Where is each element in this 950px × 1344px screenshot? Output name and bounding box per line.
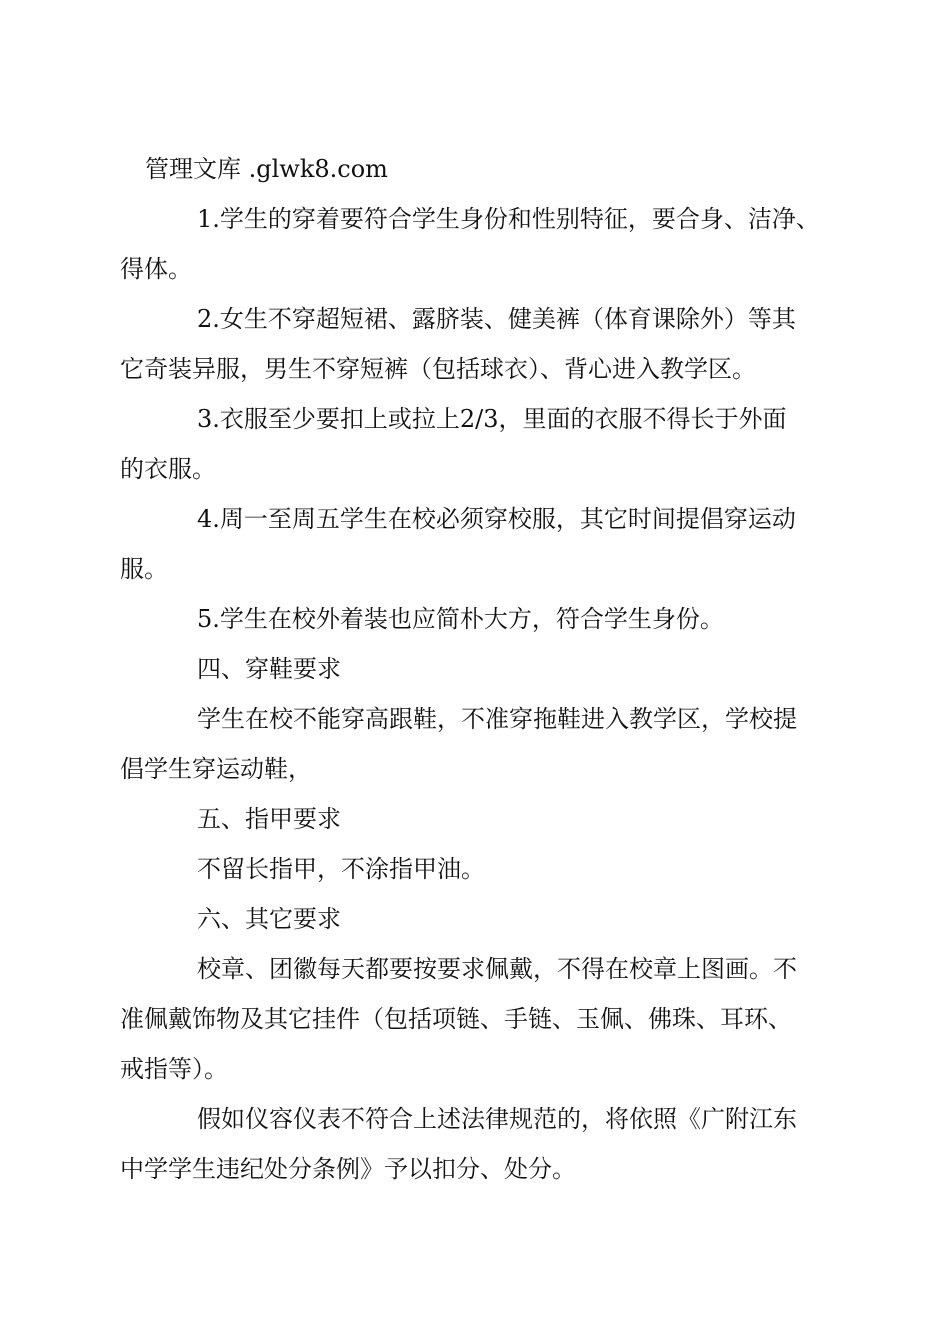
dress-rule-5: 5.学生在校外着装也应简朴大方，符合学生身份。 <box>197 605 724 633</box>
shoes-rule-line-2: 倡学生穿运动鞋， <box>120 755 312 783</box>
other-rule-line-3: 戒指等）。 <box>120 1055 228 1083</box>
dress-rule-2-line-2: 它奇装异服，男生不穿短裤（包括球衣）、背心进入教学区。 <box>120 355 756 383</box>
section-heading-other: 六、其它要求 <box>197 905 341 933</box>
other-rule-line-2: 准佩戴饰物及其它挂件（包括项链、手链、玉佩、佛珠、耳环、 <box>120 1005 792 1033</box>
dress-rule-2-line-1: 2.女生不穿超短裙、露脐装、健美裤（体育课除外）等其 <box>197 305 796 333</box>
nails-rule: 不留长指甲，不涂指甲油。 <box>197 855 485 883</box>
section-heading-nails: 五、指甲要求 <box>197 805 341 833</box>
dress-rule-3-line-2: 的衣服。 <box>120 455 216 483</box>
closing-paragraph-line-2: 中学学生违纪处分条例》予以扣分、处分。 <box>120 1155 576 1183</box>
shoes-rule-line-1: 学生在校不能穿高跟鞋，不准穿拖鞋进入教学区，学校提 <box>197 705 797 733</box>
other-rule-line-1: 校章、团徽每天都要按要求佩戴，不得在校章上图画。不 <box>197 955 797 983</box>
dress-rule-4-line-1: 4.周一至周五学生在校必须穿校服，其它时间提倡穿运动 <box>197 505 796 533</box>
dress-rule-3-line-1: 3.衣服至少要扣上或拉上2/3，里面的衣服不得长于外面 <box>197 405 787 433</box>
dress-rule-1-line-2: 得体。 <box>120 255 192 283</box>
dress-rule-1-line-1: 1.学生的穿着要符合学生身份和性别特征，要合身、洁净、 <box>197 205 820 233</box>
dress-rule-4-line-2: 服。 <box>120 555 168 583</box>
section-heading-shoes: 四、穿鞋要求 <box>197 655 341 683</box>
closing-paragraph-line-1: 假如仪容仪表不符合上述法律规范的，将依照《广附江东 <box>197 1105 797 1133</box>
site-header-text: 管理文库 .glwk8.com <box>145 155 388 183</box>
